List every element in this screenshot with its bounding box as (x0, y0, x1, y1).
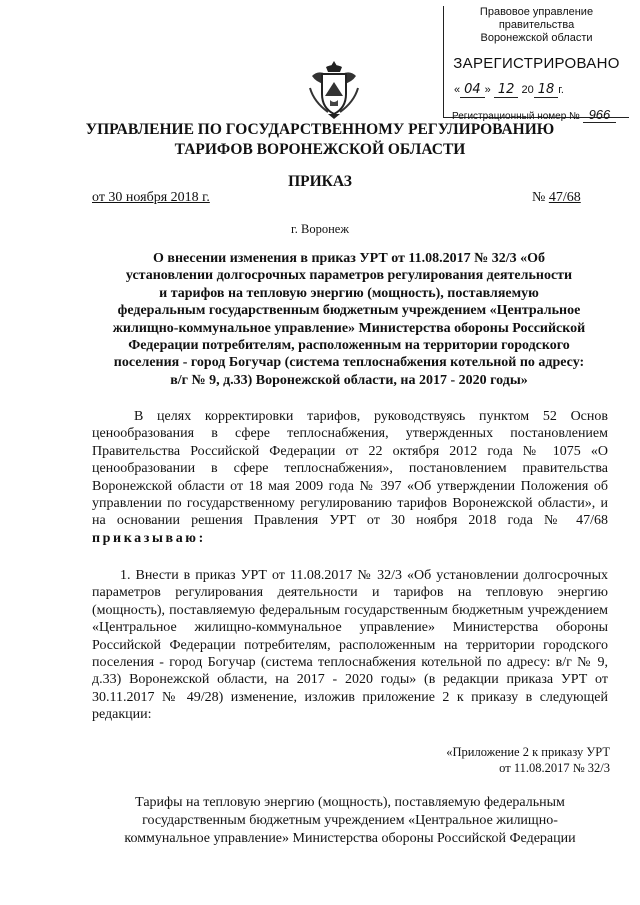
appendix-line-2: от 11.08.2017 № 32/3 (499, 761, 610, 775)
order-number-prefix: № (532, 190, 549, 205)
stamp-date-year: 18 (534, 82, 559, 98)
order-number-value: 47/68 (548, 190, 581, 205)
subject-line: поселения - город Богучар (система теплоснабжения котельной по адресу: (113, 355, 585, 371)
registration-stamp (443, 6, 629, 122)
subject-line: жилищно-коммунальное управление» Министерства обороны Российской (112, 320, 586, 336)
order-subject (90, 250, 608, 389)
item-1-paragraph: 1. Внести в приказ УРТ от 11.08.2017 № 32/3 «Об установлении долгосрочных параметров регулирования деятельности и тарифов на тепловую энергию (мощность), поставляемую федеральным государственным бюджетным учреждением «Центральное жилищно-коммунальное управление» Министерства обороны Российской Федерации потребителям, расположенным на территории городского поселения - город Богучар (система теплоснабжения котельной по адресу: в/г № 9, д.33) Воронежской области, на 2017 - 2020 годы» (в редакции приказа УРТ от 30.11.2017 № 49/28) изменение, изложив приложение 2 к приказу в следующей редакции: (92, 568, 608, 723)
stamp-reg-number-value: 966 (583, 107, 617, 123)
stamp-date: « 04 » 12 20 18 г. (454, 82, 564, 97)
appendix-line-1: «Приложение 2 к приказу УРТ (446, 745, 610, 759)
stamp-date-suffix: г. (558, 84, 564, 96)
subject-line: О внесении изменения в приказ УРТ от 11.08.2017 № 32/3 «Об (153, 251, 545, 266)
city: г. Воронеж (291, 222, 349, 236)
appendix-reference (446, 744, 610, 776)
stamp-date-month: 12 (494, 82, 519, 98)
stamp-line-2: Воронежской области (480, 32, 593, 44)
subject-line: и тарифов на тепловую энергию (мощность), поставляемую (159, 285, 539, 301)
stamp-date-day: 04 (460, 82, 485, 98)
tariff-title (80, 794, 620, 848)
order-number (532, 190, 581, 206)
subject-line: установлении долгосрочных параметров регулирования деятельности (125, 268, 573, 284)
stamp-date-year-prefix: 20 (521, 84, 534, 96)
tariff-title-line-1: Тарифы на тепловую энергию (мощность), поставляемую федеральным (135, 795, 565, 810)
preamble-text: В целях корректировки тарифов, руководствуясь пунктом 52 Основ ценообразования в сфере теплоснабжения, утвержденных постановлением Правительства Российской Федерации от 22 октября 2012 года № 1075 «О ценообразовании в сфере теплоснабжения», постановлением правительства Воронежской области от 18 мая 2009 года № 397 «Об утверждении Положения об управлении по государственному регулированию тарифов Воронежской области», и на основании решения Правления УРТ от 30 ноября 2018 года № 47/68 (92, 409, 608, 529)
subject-line: федеральным государственным бюджетным учреждением «Центральное (117, 303, 581, 319)
stamp-registered: ЗАРЕГИСТРИРОВАНО (453, 55, 620, 72)
org-line-2: ТАРИФОВ ВОРОНЕЖСКОЙ ОБЛАСТИ (174, 141, 466, 158)
preamble-paragraph (92, 408, 608, 547)
document-type: ПРИКАЗ (288, 173, 352, 190)
subject-line: в/г № 9, д.33) Воронежской области, на 2017 - 2020 годы» (170, 372, 528, 388)
tariff-title-line-2: государственным бюджетным учреждением «Центральное жилищно- (142, 813, 558, 828)
subject-line: Федерации потребителям, расположенным на территории городского (128, 338, 570, 354)
organization-title (60, 120, 580, 160)
stamp-reg-number-label: Регистрационный номер № (452, 111, 580, 122)
voronezh-coat-of-arms-icon (306, 58, 362, 120)
stamp-line-1: Правовое управление правительства (479, 6, 594, 31)
order-date: от 30 ноября 2018 г. (92, 190, 210, 205)
order-command: приказываю: (92, 530, 206, 546)
org-line-1: УПРАВЛЕНИЕ ПО ГОСУДАРСТВЕННОМУ РЕГУЛИРОВАНИЮ (85, 121, 555, 138)
tariff-title-line-3: коммунальное управление» Министерства обороны Российской Федерации (124, 831, 576, 846)
